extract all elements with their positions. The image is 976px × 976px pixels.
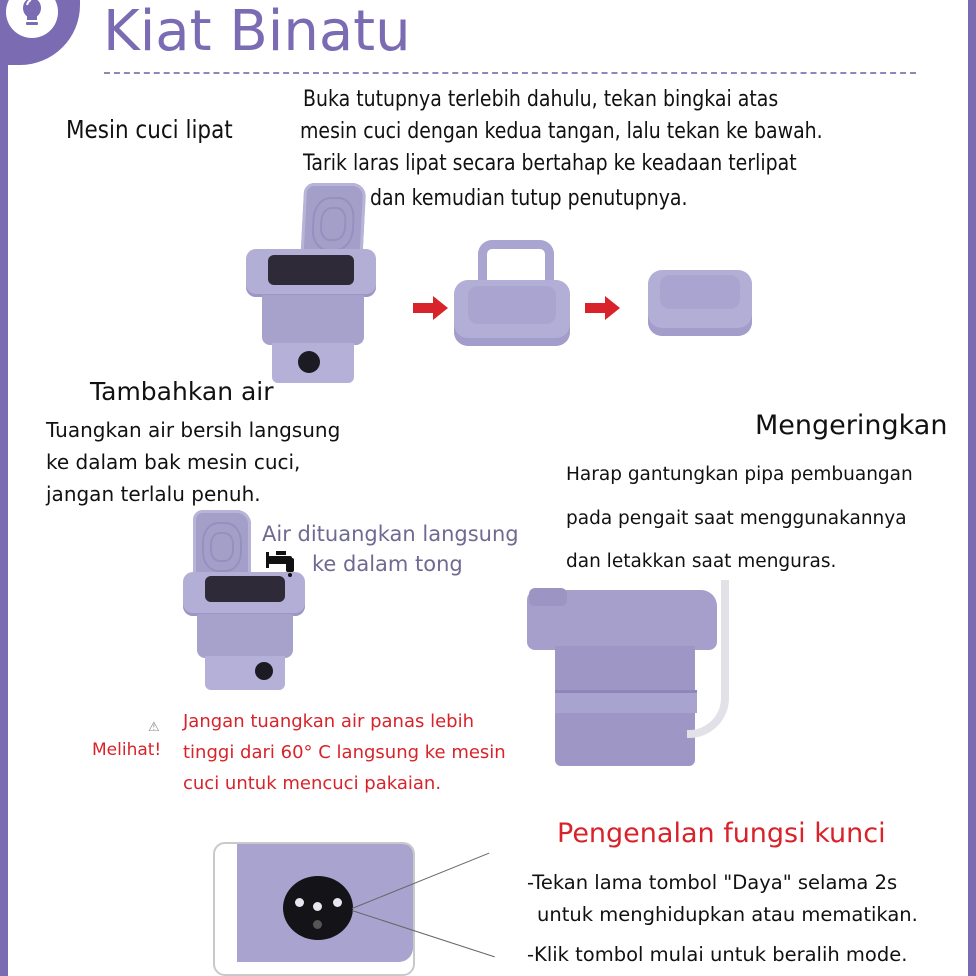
control-panel bbox=[283, 876, 353, 940]
warning-triangle-icon: ⚠ bbox=[148, 720, 160, 735]
key-function-line: -Tekan lama tombol "Daya" selama 2s bbox=[527, 871, 898, 894]
arrow-right-icon bbox=[413, 295, 449, 325]
arrow-right-icon bbox=[585, 295, 621, 325]
left-border bbox=[0, 0, 8, 976]
drying-line: dan letakkan saat menguras. bbox=[566, 551, 837, 572]
key-function-line: untuk menghidupkan atau mematikan. bbox=[537, 903, 918, 926]
faucet-icon bbox=[266, 550, 302, 582]
warning-label: Melihat! bbox=[92, 740, 162, 760]
add-water-line: jangan terlalu penuh. bbox=[46, 482, 261, 506]
mode-button bbox=[295, 898, 304, 907]
open-washer-image bbox=[244, 183, 394, 388]
page-title: Kiat Binatu bbox=[103, 0, 411, 64]
power-button bbox=[333, 898, 342, 907]
fold-instruction-line: mesin cuci dengan kedua tangan, lalu tekan ke bawah. bbox=[300, 119, 823, 144]
drying-heading: Mengeringkan bbox=[755, 410, 948, 441]
add-water-line: Tuangkan air bersih langsung bbox=[46, 418, 341, 442]
right-border bbox=[968, 0, 976, 976]
folded-closed-image bbox=[646, 270, 756, 340]
drying-line: Harap gantungkan pipa pembuangan bbox=[566, 464, 913, 485]
dial-indicator bbox=[313, 920, 322, 929]
drain-hose-washer-image bbox=[527, 580, 767, 770]
water-note-line: Air dituangkan langsung bbox=[262, 522, 519, 546]
control-panel-image bbox=[213, 842, 415, 976]
title-divider bbox=[104, 72, 916, 74]
key-functions-heading: Pengenalan fungsi kunci bbox=[557, 818, 886, 849]
warning-line: cuci untuk mencuci pakaian. bbox=[183, 773, 442, 794]
add-water-heading: Tambahkan air bbox=[90, 377, 274, 406]
warning-line: Jangan tuangkan air panas lebih bbox=[183, 711, 474, 732]
key-function-line: -Klik tombol mulai untuk beralih mode. bbox=[527, 943, 908, 966]
fold-instruction-line: Tarik laras lipat secara bertahap ke keadaan terlipat bbox=[303, 151, 797, 176]
add-water-line: ke dalam bak mesin cuci, bbox=[46, 450, 301, 474]
water-note-line: ke dalam tong bbox=[312, 552, 463, 576]
fold-instruction-line: Buka tutupnya terlebih dahulu, tekan bingkai atas bbox=[303, 87, 779, 112]
drying-line: pada pengait saat menggunakannya bbox=[566, 508, 907, 529]
start-button bbox=[313, 902, 322, 911]
fold-instruction-line: dan kemudian tutup penutupnya. bbox=[370, 186, 688, 211]
folded-with-handle-image bbox=[450, 240, 575, 350]
warning-line: tinggi dari 60° C langsung ke mesin bbox=[183, 742, 506, 763]
fold-section-label: Mesin cuci lipat bbox=[66, 115, 233, 144]
